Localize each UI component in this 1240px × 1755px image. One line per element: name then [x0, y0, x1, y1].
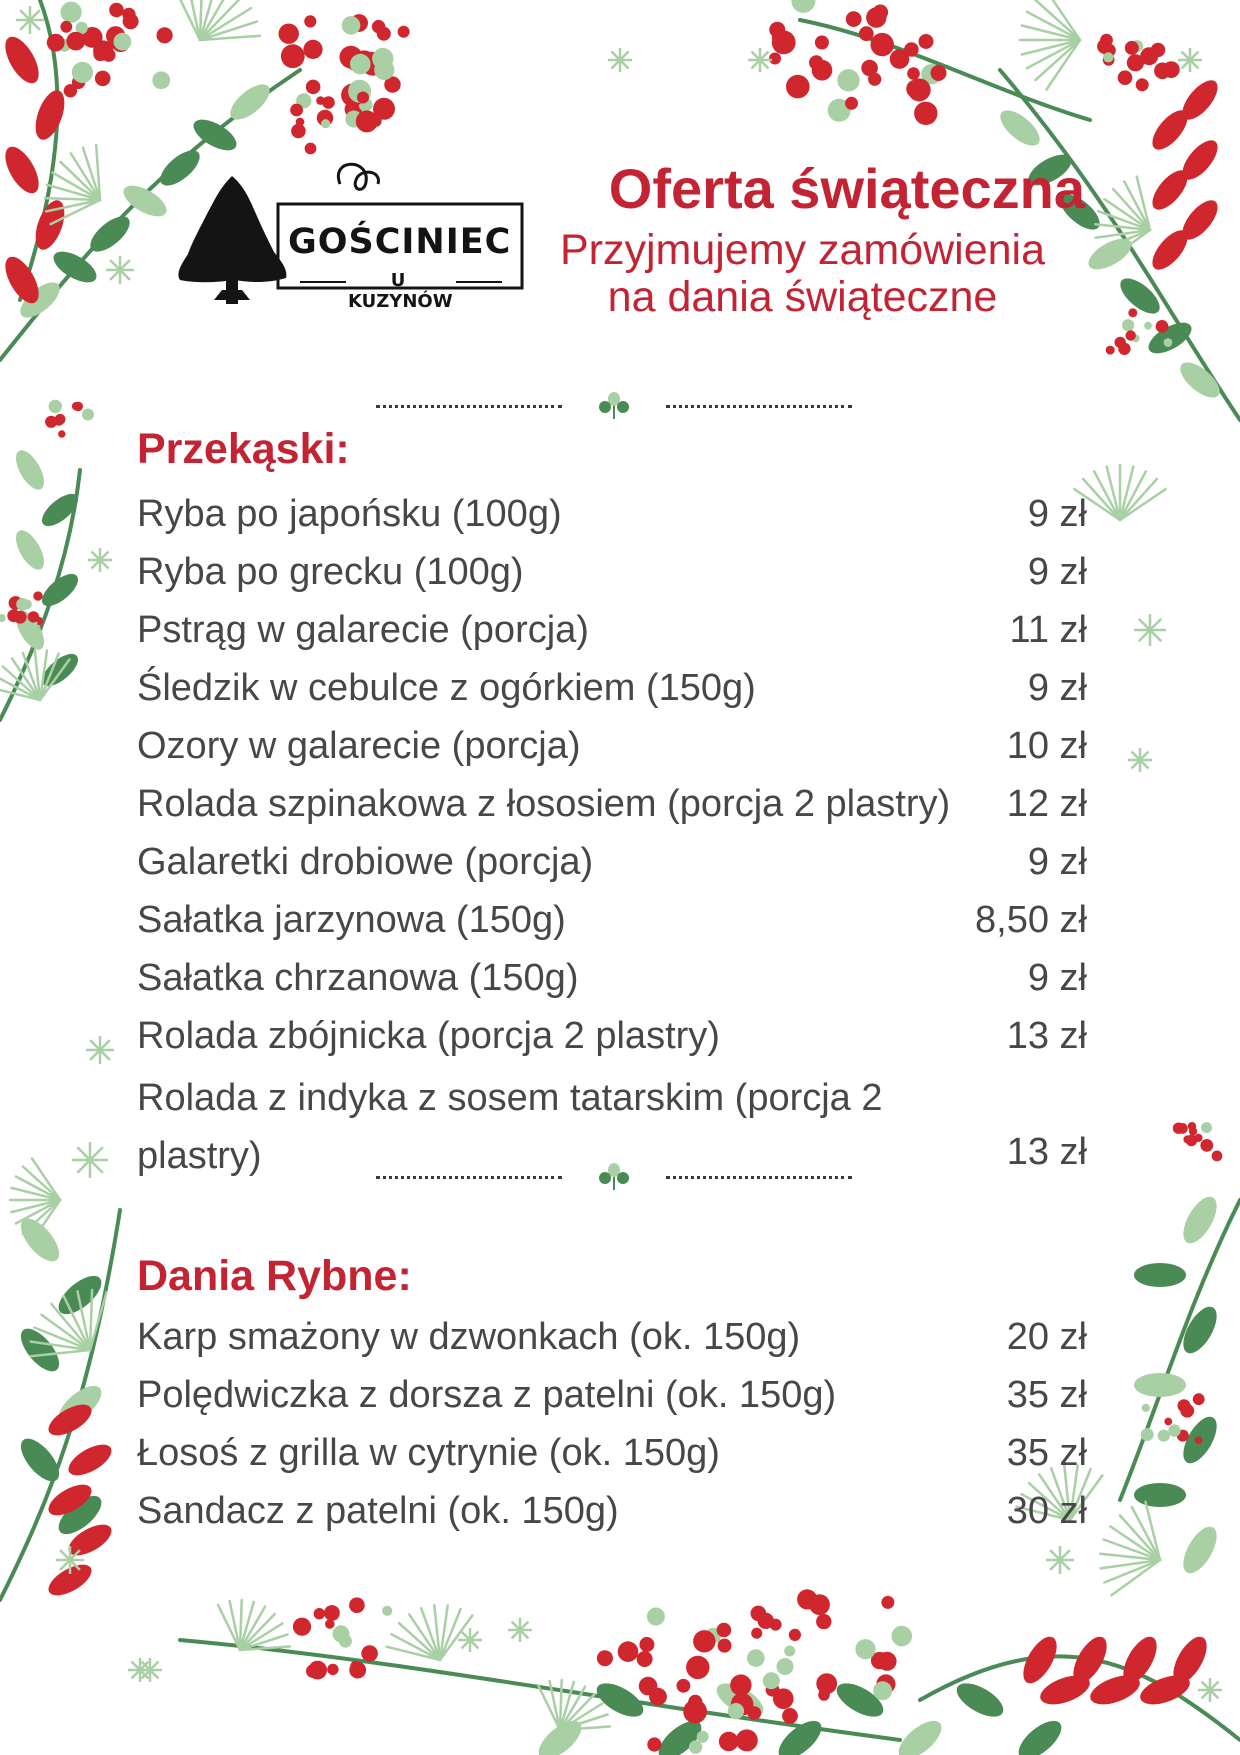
item-price: 10 zł — [1006, 725, 1087, 767]
item-name: Sałatka jarzynowa (150g) — [137, 899, 566, 941]
item-name: Polędwiczka z dorsza z patelni (ok. 150g) — [137, 1374, 837, 1416]
item-price: 9 zł — [1027, 493, 1087, 535]
menu-item — [137, 895, 1087, 953]
item-price: 9 zł — [1027, 667, 1087, 709]
section-divider — [370, 1168, 850, 1198]
item-name: Łosoś z grilla w cytrynie (ok. 150g) — [137, 1432, 720, 1474]
item-name: Ryba po grecku (100g) — [137, 551, 524, 593]
menu-item — [137, 547, 1087, 605]
item-price: 35 zł — [1006, 1432, 1087, 1474]
item-name: Rolada z indyka z sosem tatarskim (porcja 2 plastry) — [137, 1077, 883, 1177]
subtitle-line-1: Przyjmujemy zamówienia — [559, 226, 1046, 274]
menu-item — [137, 721, 1087, 779]
subtitle-line-2: na dania świąteczne — [607, 273, 998, 321]
menu-item — [137, 779, 1087, 837]
item-price: 9 zł — [1027, 957, 1087, 999]
item-price: 9 zł — [1027, 551, 1087, 593]
item-price: 12 zł — [1006, 783, 1087, 825]
section-title-appetizers: Przekąski: — [137, 425, 350, 473]
item-name: Śledzik w cebulce z ogórkiem (150g) — [137, 667, 756, 709]
menu-list-fish-dishes — [137, 1312, 1087, 1544]
restaurant-logo — [170, 150, 530, 320]
sprig-icon — [594, 391, 634, 421]
item-price: 13 zł — [1006, 1131, 1087, 1173]
item-name: Sandacz z patelni (ok. 150g) — [137, 1490, 619, 1532]
item-name: Ryba po japońsku (100g) — [137, 493, 562, 535]
menu-item — [137, 489, 1087, 547]
sprig-icon — [594, 1162, 634, 1192]
item-price: 13 zł — [1006, 1015, 1087, 1057]
menu-item — [137, 1428, 1087, 1486]
dotted-line — [666, 405, 852, 408]
item-price: 30 zł — [1006, 1490, 1087, 1532]
menu-item — [137, 605, 1087, 663]
item-name: Ozory w galarecie (porcja) — [137, 725, 581, 767]
item-name: Rolada zbójnicka (porcja 2 plastry) — [137, 1015, 720, 1057]
item-name: Sałatka chrzanowa (150g) — [137, 957, 579, 999]
menu-item — [137, 1312, 1087, 1370]
page-title: Oferta świąteczna — [608, 157, 1085, 220]
item-price: 8,50 zł — [975, 899, 1087, 941]
page-subtitle — [520, 227, 1085, 321]
section-divider — [370, 397, 850, 427]
menu-list-appetizers — [137, 489, 1087, 1185]
dotted-line — [376, 405, 562, 408]
menu-item — [137, 837, 1087, 895]
menu-item — [137, 953, 1087, 1011]
logo-name: GOŚCINIEC — [288, 222, 512, 262]
menu-item — [137, 663, 1087, 721]
item-price: 20 zł — [1006, 1316, 1087, 1358]
item-price: 9 zł — [1027, 841, 1087, 883]
item-name: Galaretki drobiowe (porcja) — [137, 841, 594, 883]
item-name: Karp smażony w dzwonkach (ok. 150g) — [137, 1316, 801, 1358]
header — [520, 155, 1085, 321]
item-price: 35 zł — [1006, 1374, 1087, 1416]
menu-item — [137, 1486, 1087, 1544]
dotted-line — [376, 1176, 562, 1179]
item-name: Rolada szpinakowa z łososiem (porcja 2 plastry) — [137, 783, 951, 825]
item-name: Pstrąg w galarecie (porcja) — [137, 609, 589, 651]
dotted-line — [666, 1176, 852, 1179]
logo-subtitle: U KUZYNÓW — [348, 270, 453, 312]
menu-item — [137, 1370, 1087, 1428]
item-price: 11 zł — [1009, 609, 1087, 651]
section-title-fish-dishes: Dania Rybne: — [137, 1252, 412, 1300]
menu-item — [137, 1011, 1087, 1069]
